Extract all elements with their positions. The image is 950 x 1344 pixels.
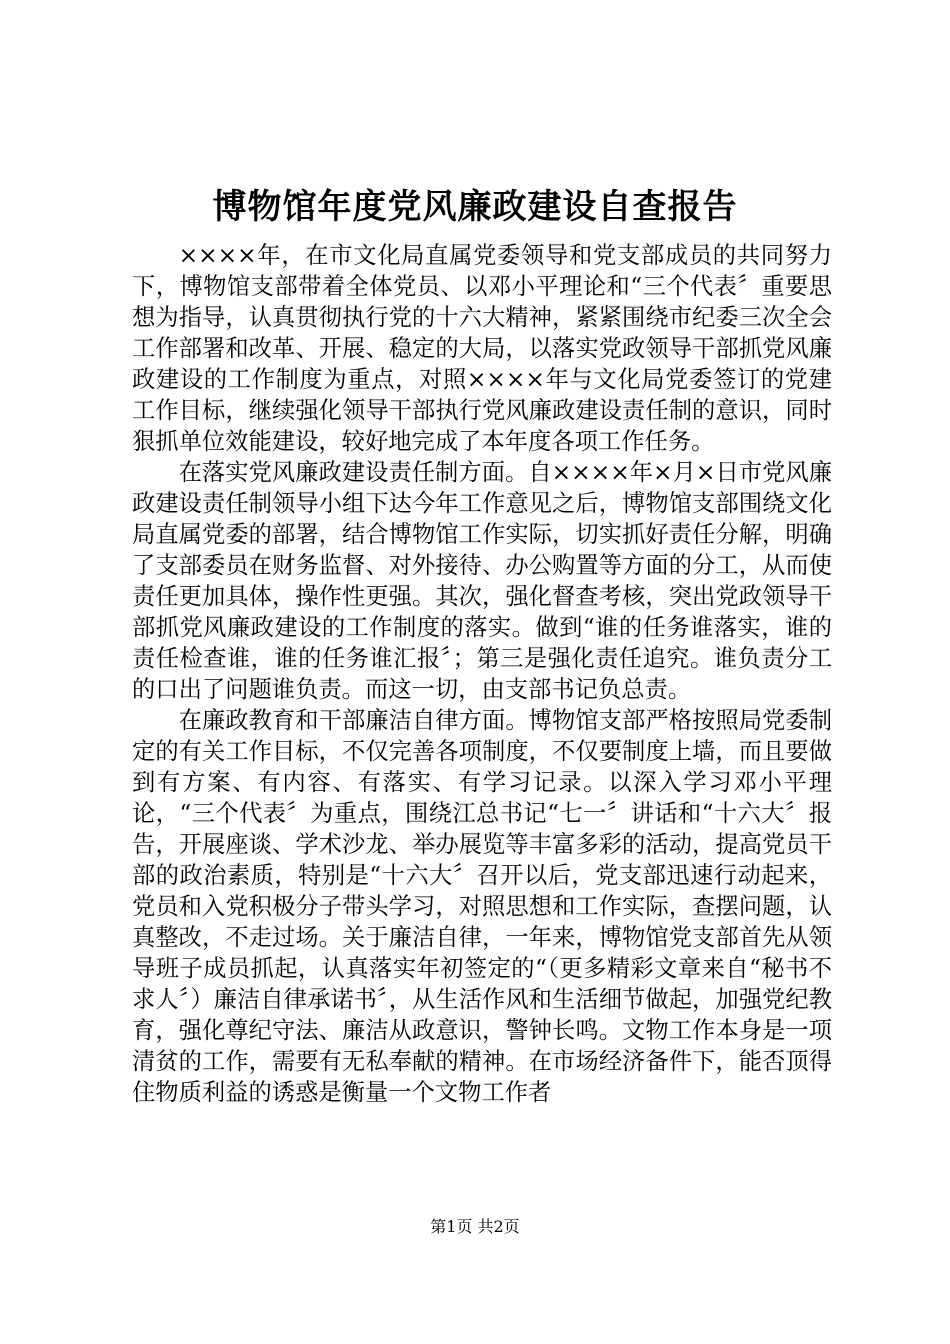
document-body <box>132 240 832 1108</box>
page-footer: 第1页 共2页 <box>430 1217 520 1236</box>
document-title: 博物馆年度党风廉政建设自查报告 <box>212 187 738 227</box>
paragraph-intro: ××××年，在市文化局直属党委领导和党支部成员的共同努力下，博物馆支部带着全体党员、以邓小平理论和“三个代表〞重要思想为指导，认真贯彻执行党的十六大精神，紧紧围绕市纪委三次全会工作部署和改革、开展、稳定的大局，以落实党政领导干部抓党风廉政建设的工作制度为重点，对照××××年与文化局党委签订的党建工作目标，继续强化领导干部执行党风廉政建设责任制的意识，同时狠抓单位效能建设，较好地完成了本年度各项工作任务。 <box>132 242 832 455</box>
paragraph-responsibility: 在落实党风廉政建设责任制方面。自××××年×月×日市党风廉政建设责任制领导小组下达今年工作意见之后，博物馆支部围绕文化局直属党委的部署，结合博物馆工作实际，切实抓好责任分解，明确了支部委员在财务监督、对外接待、办公购置等方面的分工，从而使责任更加具体，操作性更强。其次，强化督查考核，突出党政领导干部抓党风廉政建设的工作制度的落实。做到“谁的任务谁落实，谁的责任检查谁，谁的任务谁汇报〞；第三是强化责任追究。谁负责分工的口出了问题谁负责。而这一切，由支部书记负总责。 <box>132 459 832 703</box>
paragraph-education: 在廉政教育和干部廉洁自律方面。博物馆支部严格按照局党委制定的有关工作目标，不仅完善各项制度，不仅要制度上墙，而且要做到有方案、有内容、有落实、有学习记录。以深入学习邓小平理论，“三个代表〞为重点，围绕江总书记“七一〞讲话和“十六大〞报告，开展座谈、学术沙龙、举办展览等丰富多彩的活动，提高党员干部的政治素质，特别是“十六大〞召开以后，党支部迅速行动起来，党员和入党积极分子带头学习，对照思想和工作实际，查摆问题，认真整改，不走过场。关于廉洁自律，一年来，博物馆党支部首先从领导班子成员抓起，认真落实年初签定的“（更多精彩文章来自“秘书不求人〞）廉洁自律承诺书〞，从生活作风和生活细节做起，加强党纪教育，强化尊纪守法、廉洁从政意识，警钟长鸣。文物工作本身是一项清贫的工作，需要有无私奉献的精神。在市场经济备件下，能否顶得住物质利益的诱惑是衡量一个文物工作者 <box>132 707 832 1106</box>
